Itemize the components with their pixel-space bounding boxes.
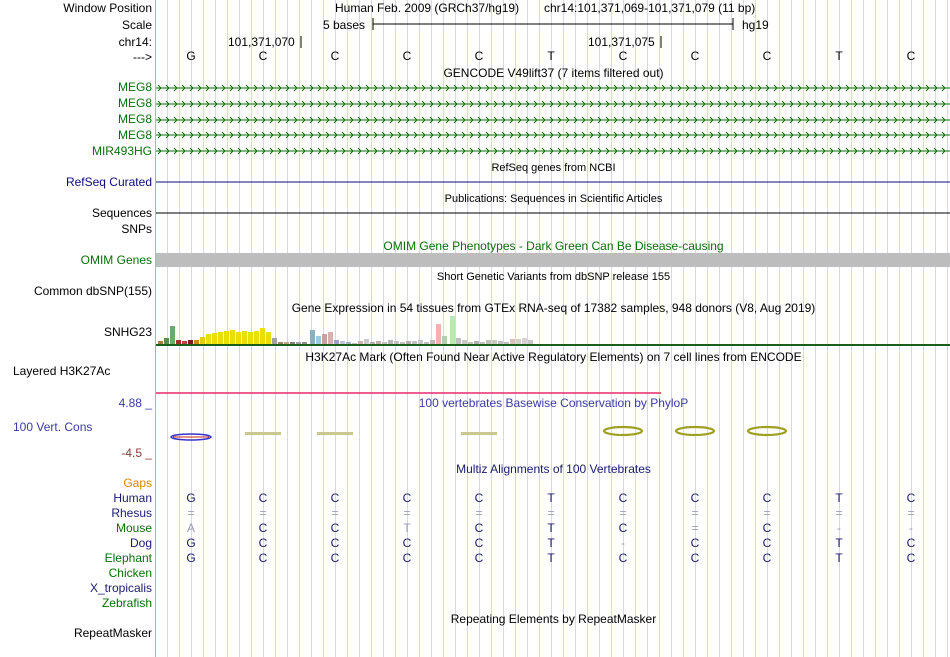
alignment-base: C bbox=[906, 536, 916, 550]
gtex-tissue-bar bbox=[224, 331, 229, 344]
alignment-base: C bbox=[690, 491, 700, 505]
alignment-base: C bbox=[618, 551, 628, 565]
alignment-base: C bbox=[474, 521, 484, 535]
gtex-tissue-bar bbox=[504, 342, 509, 344]
alignment-base: C bbox=[330, 521, 340, 535]
gtex-tissue-bar bbox=[430, 340, 435, 344]
alignment-base: T bbox=[835, 491, 843, 505]
gtex-tissue-bar bbox=[456, 338, 461, 344]
gtex-tissue-bar bbox=[424, 342, 429, 344]
omim-gene-bar[interactable] bbox=[156, 253, 950, 267]
gtex-tissue-bar bbox=[352, 343, 357, 344]
alignment-base: = bbox=[187, 506, 195, 520]
alignment-base: T bbox=[835, 536, 843, 550]
gtex-tissue-bar bbox=[364, 339, 369, 344]
gencode-item-label[interactable]: MEG8 bbox=[117, 112, 152, 126]
alignment-base: C bbox=[474, 551, 484, 565]
alignment-base: = bbox=[403, 506, 411, 520]
gtex-tissue-bar bbox=[248, 332, 253, 344]
gtex-tissue-bar bbox=[522, 338, 527, 344]
gtex-tissue-bar bbox=[194, 340, 199, 344]
repeatmasker-track-label[interactable]: RepeatMasker bbox=[73, 626, 152, 640]
phylop-min-label: -4.5 _ bbox=[121, 446, 152, 460]
gtex-tissue-bar bbox=[218, 332, 223, 344]
alignment-base: C bbox=[474, 536, 484, 550]
gtex-tissue-bar bbox=[242, 331, 247, 344]
gtex-tissue-bar bbox=[182, 341, 187, 344]
phylop-glyph bbox=[676, 427, 714, 435]
gtex-tissue-bar bbox=[334, 340, 339, 344]
gtex-tissue-bar bbox=[236, 332, 241, 344]
gtex-tissue-bar bbox=[468, 342, 473, 344]
reference-base: C bbox=[330, 49, 340, 63]
alignment-base: C bbox=[762, 551, 772, 565]
phylop-max-label: 4.88 _ bbox=[118, 396, 152, 410]
reference-base: C bbox=[906, 49, 916, 63]
alignment-base: C bbox=[762, 521, 772, 535]
alignment-base: C bbox=[402, 491, 412, 505]
track-labels-column bbox=[0, 0, 155, 657]
alignment-base: = bbox=[475, 506, 483, 520]
gtex-tissue-bar bbox=[278, 342, 283, 344]
dbsnp-track-label[interactable]: Common dbSNP(155) bbox=[33, 284, 152, 298]
reference-base: C bbox=[402, 49, 412, 63]
gtex-tissue-bar bbox=[418, 340, 423, 344]
gtex-tissue-bar bbox=[450, 316, 455, 344]
gencode-gene-lines[interactable] bbox=[156, 85, 950, 154]
alignment-base: T bbox=[547, 536, 555, 550]
position-label: chr14:101,371,069-101,371,079 (11 bp) bbox=[544, 1, 756, 15]
alignment-base: = bbox=[619, 506, 627, 520]
sequences-track-label[interactable]: Sequences bbox=[91, 206, 152, 220]
alignment-base: C bbox=[906, 491, 916, 505]
gencode-item-label[interactable]: MEG8 bbox=[117, 128, 152, 142]
gtex-tissue-bar bbox=[266, 332, 271, 344]
dbsnp-track-title: Short Genetic Variants from dbSNP release 155 bbox=[436, 271, 671, 283]
gtex-tissue-bar bbox=[474, 341, 479, 344]
gtex-tissue-bar bbox=[516, 339, 521, 344]
gtex-tissue-bar bbox=[412, 341, 417, 344]
alignment-base: T bbox=[403, 521, 411, 535]
gtex-tissue-bar bbox=[164, 338, 169, 344]
gtex-tissue-bar bbox=[498, 341, 503, 344]
phylop-track-title: 100 vertebrates Basewise Conservation by PhyloP bbox=[418, 396, 689, 410]
alignment-base: G bbox=[186, 536, 196, 550]
gtex-tissue-bar bbox=[310, 330, 315, 344]
alignment-base: = bbox=[907, 506, 915, 520]
gtex-tissue-bar bbox=[206, 334, 211, 344]
gtex-tissue-bar bbox=[480, 342, 485, 344]
reference-base: C bbox=[258, 49, 268, 63]
gtex-tissue-bar bbox=[486, 340, 491, 344]
gencode-item-label[interactable]: MIR493HG bbox=[91, 144, 152, 158]
omim-track-title: OMIM Gene Phenotypes - Dark Green Can Be Disease-causing bbox=[383, 239, 724, 253]
alignment-base: = bbox=[331, 506, 339, 520]
alignment-base: = bbox=[259, 506, 267, 520]
gtex-tissue-bar bbox=[272, 338, 277, 344]
alignment-base: G bbox=[186, 551, 196, 565]
alignment-base: C bbox=[258, 536, 268, 550]
alignment-base: = bbox=[691, 521, 699, 535]
alignment-base: C bbox=[474, 491, 484, 505]
alignment-base: = bbox=[547, 506, 555, 520]
gtex-tissue-bar bbox=[328, 332, 333, 344]
alignment-base: C bbox=[402, 551, 412, 565]
multiz-track-title: Multiz Alignments of 100 Vertebrates bbox=[456, 462, 651, 476]
gaps-label: Gaps bbox=[123, 476, 152, 490]
gtex-tissue-bar bbox=[284, 342, 289, 344]
snps-track-label[interactable]: SNPs bbox=[121, 222, 152, 236]
gtex-tissue-bar bbox=[176, 340, 181, 344]
pubs-track-title: Publications: Sequences in Scientific Articles bbox=[444, 193, 663, 205]
gtex-tissue-bar bbox=[302, 342, 307, 344]
phylop-glyph bbox=[461, 432, 497, 435]
gtex-tissue-bar bbox=[510, 339, 515, 344]
h3k27ac-track-label[interactable]: Layered H3K27Ac bbox=[13, 364, 111, 378]
alignment-base: C bbox=[330, 491, 340, 505]
gtex-tissue-bar bbox=[528, 340, 533, 344]
gtex-tissue-bar bbox=[170, 326, 175, 344]
gtex-tissue-bar bbox=[388, 340, 393, 344]
coordinate-tick-label: 101,371,070 bbox=[228, 35, 295, 49]
refseq-track-title: RefSeq genes from NCBI bbox=[491, 162, 616, 174]
window-position-label: Window Position bbox=[63, 1, 152, 15]
assembly-label: Human Feb. 2009 (GRCh37/hg19) bbox=[335, 1, 520, 15]
gtex-tissue-bar bbox=[290, 342, 295, 344]
phylop-track-label[interactable]: 100 Vert. Cons bbox=[13, 420, 93, 434]
alignment-base: C bbox=[690, 536, 700, 550]
h3k27ac-track-title: H3K27Ac Mark (Often Found Near Active Regulatory Elements) on 7 cell lines from ENCODE bbox=[305, 350, 802, 364]
gtex-tissue-bar bbox=[260, 328, 265, 344]
gtex-tissue-bar bbox=[462, 340, 467, 344]
gtex-track-title: Gene Expression in 54 tissues from GTEx RNA-seq of 17382 samples, 948 donors (V8, Aug 2019) bbox=[291, 301, 816, 315]
alignment-base: C bbox=[618, 521, 628, 535]
alignment-base: - bbox=[909, 521, 913, 535]
phylop-glyph bbox=[317, 432, 353, 435]
gencode-track-title: GENCODE V49lift37 (7 items filtered out) bbox=[443, 66, 664, 80]
gtex-expression-bars[interactable] bbox=[158, 316, 533, 344]
gtex-tissue-bar bbox=[188, 340, 193, 344]
species-label-rhesus: Rhesus bbox=[111, 506, 152, 520]
gtex-tissue-bar bbox=[394, 341, 399, 344]
alignment-base: - bbox=[837, 521, 841, 535]
species-label-x-tropicalis: X_tropicalis bbox=[89, 581, 152, 595]
gtex-tissue-bar bbox=[296, 342, 301, 344]
scale-db-label: hg19 bbox=[742, 18, 769, 32]
refseq-track-label[interactable]: RefSeq Curated bbox=[65, 175, 152, 189]
gtex-tissue-bar bbox=[316, 336, 321, 344]
species-label-chicken: Chicken bbox=[108, 566, 152, 580]
alignment-base: C bbox=[762, 491, 772, 505]
browser-track-panel[interactable] bbox=[155, 0, 950, 657]
gtex-tissue-bar bbox=[442, 336, 447, 344]
reference-base: T bbox=[835, 49, 843, 63]
alignment-base: C bbox=[762, 536, 772, 550]
alignment-base: T bbox=[547, 521, 555, 535]
alignment-base: C bbox=[906, 551, 916, 565]
alignment-base: C bbox=[330, 536, 340, 550]
gtex-tissue-bar bbox=[358, 341, 363, 344]
gtex-tissue-bar bbox=[230, 330, 235, 344]
gtex-tissue-bar bbox=[382, 342, 387, 344]
alignment-base: = bbox=[763, 506, 771, 520]
gencode-item-label[interactable]: MEG8 bbox=[117, 96, 152, 110]
gtex-tissue-bar bbox=[492, 340, 497, 344]
gtex-tissue-bar bbox=[322, 334, 327, 344]
gtex-tissue-bar bbox=[346, 342, 351, 344]
reference-base: G bbox=[186, 49, 196, 63]
species-label-zebrafish: Zebrafish bbox=[101, 596, 152, 610]
gtex-track-label[interactable]: SNHG23 bbox=[103, 325, 152, 339]
alignment-base: - bbox=[621, 536, 625, 550]
alignment-base: = bbox=[691, 506, 699, 520]
species-label-human: Human bbox=[113, 491, 152, 505]
gtex-tissue-bar bbox=[200, 337, 205, 344]
gtex-tissue-bar bbox=[158, 341, 163, 344]
repeatmasker-track-title: Repeating Elements by RepeatMasker bbox=[450, 612, 657, 626]
gtex-tissue-bar bbox=[254, 331, 259, 344]
alignment-base: T bbox=[547, 551, 555, 565]
species-label-elephant: Elephant bbox=[104, 551, 152, 565]
gtex-tissue-bar bbox=[212, 333, 217, 344]
phylop-glyph bbox=[748, 427, 786, 435]
chrom-label: chr14: bbox=[118, 35, 152, 49]
gtex-tissue-bar bbox=[400, 342, 405, 344]
alignment-base: = bbox=[835, 506, 843, 520]
gtex-tissue-bar bbox=[436, 324, 441, 344]
species-label-dog: Dog bbox=[129, 536, 152, 550]
gencode-item-label[interactable]: MEG8 bbox=[117, 80, 152, 94]
coordinate-tick-label: 101,371,075 bbox=[588, 35, 655, 49]
alignment-base: T bbox=[547, 491, 555, 505]
reference-base: C bbox=[762, 49, 772, 63]
scale-label: Scale bbox=[121, 18, 152, 32]
reference-base: C bbox=[474, 49, 484, 63]
alignment-base: G bbox=[186, 491, 196, 505]
alignment-base: T bbox=[835, 551, 843, 565]
strand-label: ---> bbox=[133, 50, 152, 64]
alignment-base: C bbox=[690, 551, 700, 565]
gtex-tissue-bar bbox=[406, 341, 411, 344]
alignment-base: C bbox=[258, 491, 268, 505]
reference-base: C bbox=[618, 49, 628, 63]
phylop-glyph bbox=[604, 427, 642, 435]
alignment-base: C bbox=[618, 491, 628, 505]
species-label-mouse: Mouse bbox=[115, 521, 152, 535]
phylop-glyph bbox=[245, 432, 281, 435]
alignment-base: A bbox=[186, 521, 195, 535]
alignment-base: C bbox=[258, 521, 268, 535]
alignment-base: C bbox=[330, 551, 340, 565]
alignment-base: C bbox=[402, 536, 412, 550]
reference-base: C bbox=[690, 49, 700, 63]
gtex-tissue-bar bbox=[340, 341, 345, 344]
alignment-base: C bbox=[258, 551, 268, 565]
gtex-tissue-bar bbox=[376, 341, 381, 344]
reference-base: T bbox=[547, 49, 555, 63]
gtex-tissue-bar bbox=[370, 342, 375, 344]
scale-bar-text: 5 bases bbox=[323, 18, 366, 32]
phylop-conservation-glyphs bbox=[171, 427, 786, 440]
omim-track-label[interactable]: OMIM Genes bbox=[80, 253, 152, 267]
